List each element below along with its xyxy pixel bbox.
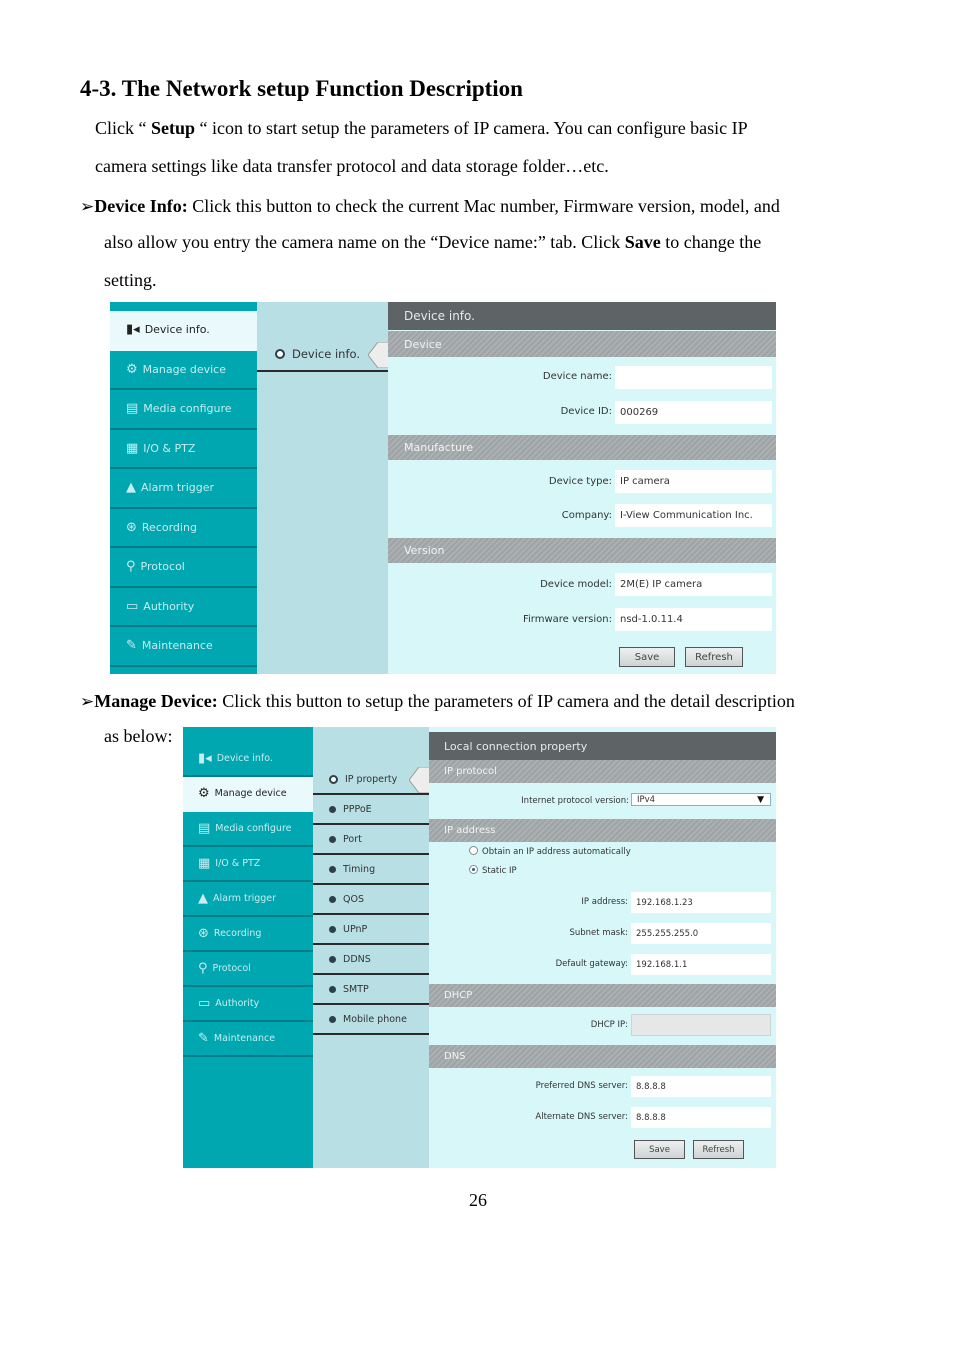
submenu-item-pppoe[interactable] bbox=[313, 795, 429, 825]
radio-selected-icon bbox=[469, 865, 478, 874]
submenu-item-label: SMTP bbox=[343, 983, 369, 995]
sidebar-menu bbox=[183, 727, 313, 1168]
sidebar-item-label: Device info. bbox=[144, 323, 210, 337]
sidebar-item-device-info[interactable] bbox=[183, 742, 313, 777]
manage-device-line-1: ➢Manage Device: Click this button to setup the parameters of IP camera and the detail description bbox=[80, 691, 795, 712]
sidebar-item-label: Device info. bbox=[216, 753, 273, 764]
sidebar-item-label: Manage device bbox=[142, 362, 226, 376]
preferred-dns-field[interactable]: 8.8.8.8 bbox=[631, 1076, 771, 1097]
section-manufacture: Manufacture bbox=[388, 435, 776, 460]
refresh-button[interactable]: Refresh bbox=[693, 1140, 744, 1159]
keyboard-icon: ▦ bbox=[198, 856, 211, 871]
bullet-icon bbox=[329, 806, 336, 813]
bullet-icon bbox=[329, 896, 336, 903]
sidebar-item-label: Manage device bbox=[214, 788, 287, 799]
submenu-item-label: Port bbox=[343, 833, 362, 845]
dhcp-ip-label: DHCP IP: bbox=[590, 1020, 628, 1030]
film-icon: ▤ bbox=[126, 401, 139, 417]
submenu-item-qos[interactable] bbox=[313, 885, 429, 915]
company-field: I-View Communication Inc. bbox=[615, 504, 772, 527]
sidebar-item-label: I/O & PTZ bbox=[215, 858, 261, 869]
sidebar-item-label: Authority bbox=[215, 998, 260, 1009]
sidebar-item-label: Media configure bbox=[143, 402, 232, 416]
device-info-screenshot bbox=[110, 302, 776, 674]
sidebar-item-label: Protocol bbox=[212, 963, 251, 974]
device-type-label: Device type: bbox=[548, 476, 612, 487]
preferred-dns-label: Preferred DNS server: bbox=[535, 1081, 628, 1091]
sidebar-item-recording[interactable] bbox=[183, 917, 313, 952]
sidebar-item-recording[interactable] bbox=[110, 509, 257, 549]
section-dhcp: DHCP bbox=[429, 984, 776, 1007]
wrench-icon: ✎ bbox=[198, 1031, 209, 1046]
camera-icon: ▮◂ bbox=[198, 751, 212, 766]
ip-address-label: IP address: bbox=[581, 897, 628, 907]
save-button[interactable]: Save bbox=[619, 647, 675, 667]
section-version: Version bbox=[388, 538, 776, 563]
device-id-field: 000269 bbox=[615, 401, 772, 424]
sidebar-item-authority[interactable] bbox=[183, 987, 313, 1022]
device-info-line-2: also allow you entry the camera name on the “Device name:” tab. Click Save to change the bbox=[104, 232, 762, 252]
submenu-item-label: Timing bbox=[343, 863, 376, 875]
intro-line-1: Click “ Setup “ icon to start setup the parameters of IP camera. You can configure basic IP bbox=[95, 118, 748, 138]
default-gateway-field[interactable]: 192.168.1.1 bbox=[631, 954, 771, 975]
bullet-icon bbox=[329, 866, 336, 873]
manage-device-line-2: as below: bbox=[104, 726, 173, 746]
sidebar-item-label: Protocol bbox=[140, 560, 185, 574]
submenu-item-label: DDNS bbox=[343, 953, 371, 965]
sidebar-item-label: I/O & PTZ bbox=[143, 441, 196, 455]
alarm-icon: ▲ bbox=[126, 480, 136, 496]
submenu-item-upnp[interactable] bbox=[313, 915, 429, 945]
dhcp-ip-field bbox=[631, 1014, 771, 1036]
alternate-dns-label: Alternate DNS server: bbox=[535, 1112, 628, 1122]
sidebar-item-label: Recording bbox=[213, 928, 262, 939]
section-heading: 4-3. The Network setup Function Description bbox=[80, 76, 523, 101]
film-icon: ▤ bbox=[198, 821, 211, 836]
sidebar-item-protocol[interactable] bbox=[110, 548, 257, 588]
default-gateway-label: Default gateway: bbox=[555, 959, 628, 969]
submenu bbox=[313, 727, 429, 1168]
bullet-icon bbox=[329, 986, 336, 993]
submenu-item-device-info[interactable]: Device info. bbox=[257, 338, 388, 372]
sidebar-item-label: Media configure bbox=[215, 823, 292, 834]
sidebar-item-manage-device[interactable] bbox=[183, 777, 313, 812]
save-button[interactable]: Save bbox=[634, 1140, 685, 1159]
sidebar-item-label: Recording bbox=[141, 520, 197, 534]
submenu-item-smtp[interactable] bbox=[313, 975, 429, 1005]
section-dns: DNS bbox=[429, 1045, 776, 1068]
device-info-line-1: ➢Device Info: Click this button to check the current Mac number, Firmware version, model, and bbox=[80, 196, 780, 217]
device-info-line-3: setting. bbox=[104, 270, 157, 290]
reel-icon: ⊛ bbox=[126, 519, 137, 535]
sidebar-item-media-configure[interactable] bbox=[110, 390, 257, 430]
alternate-dns-field[interactable]: 8.8.8.8 bbox=[631, 1107, 771, 1128]
camera-icon: ▮◂ bbox=[126, 322, 140, 338]
active-tab-pointer-icon bbox=[368, 342, 390, 368]
submenu-item-port[interactable] bbox=[313, 825, 429, 855]
settings-panel bbox=[429, 727, 776, 1168]
sidebar-item-i-o-ptz[interactable] bbox=[183, 847, 313, 882]
reel-icon: ⊛ bbox=[198, 926, 209, 941]
bullet-icon bbox=[329, 1016, 336, 1023]
device-id-label: Device ID: bbox=[560, 406, 612, 417]
section-device: Device bbox=[388, 331, 776, 357]
monitor-icon: ▭ bbox=[126, 598, 139, 614]
sidebar-item-authority[interactable] bbox=[110, 588, 257, 628]
submenu-item-ddns[interactable] bbox=[313, 945, 429, 975]
sidebar-item-maintenance[interactable] bbox=[110, 627, 257, 667]
refresh-button[interactable]: Refresh bbox=[685, 647, 743, 667]
sidebar-menu bbox=[110, 302, 257, 674]
ip-address-field[interactable]: 192.168.1.23 bbox=[631, 892, 771, 913]
section-ip-protocol: IP protocol bbox=[429, 760, 776, 783]
radio-obtain-automatically[interactable]: Obtain an IP address automatically bbox=[469, 846, 631, 857]
sidebar-item-label: Alarm trigger bbox=[141, 481, 215, 495]
dropdown-arrow-icon: ▼ bbox=[757, 794, 764, 805]
settings-panel bbox=[388, 302, 776, 674]
submenu-item-label: UPnP bbox=[343, 923, 368, 935]
sidebar-item-media-configure[interactable] bbox=[183, 812, 313, 847]
firmware-version-field: nsd-1.0.11.4 bbox=[615, 608, 772, 631]
sidebar-item-i-o-ptz[interactable] bbox=[110, 430, 257, 470]
sidebar-item-label: Authority bbox=[143, 599, 195, 613]
wrench-icon: ✎ bbox=[126, 638, 137, 654]
manage-device-screenshot bbox=[183, 727, 776, 1168]
section-ip-address: IP address bbox=[429, 819, 776, 842]
keyboard-icon: ▦ bbox=[126, 440, 139, 456]
bullet-icon bbox=[329, 926, 336, 933]
device-name-field[interactable] bbox=[615, 366, 772, 389]
company-label: Company: bbox=[561, 510, 612, 521]
search-icon: ⚲ bbox=[198, 961, 208, 976]
bullet-arrow-icon: ➢ bbox=[80, 692, 95, 712]
bullet-icon bbox=[329, 956, 336, 963]
submenu-item-ip-property[interactable] bbox=[313, 765, 429, 795]
bullet-icon bbox=[275, 349, 285, 359]
ip-version-label: Internet protocol version: bbox=[521, 796, 629, 806]
submenu-item-timing[interactable] bbox=[313, 855, 429, 885]
radio-static-ip[interactable]: Static IP bbox=[469, 865, 517, 876]
bullet-arrow-icon: ➢ bbox=[80, 197, 95, 217]
device-model-field: 2M(E) IP camera bbox=[615, 573, 772, 596]
gear-icon: ⚙ bbox=[198, 786, 210, 801]
sidebar-item-device-info[interactable] bbox=[110, 311, 257, 351]
search-icon: ⚲ bbox=[126, 559, 136, 575]
firmware-version-label: Firmware version: bbox=[522, 614, 612, 625]
sidebar-item-maintenance[interactable] bbox=[183, 1022, 313, 1057]
active-tab-pointer-icon bbox=[409, 767, 431, 793]
panel-title: Local connection property bbox=[429, 732, 776, 760]
sidebar-item-label: Maintenance bbox=[141, 639, 213, 653]
device-type-field: IP camera bbox=[615, 470, 772, 493]
sidebar-item-alarm-trigger[interactable] bbox=[110, 469, 257, 509]
sidebar-item-alarm-trigger[interactable] bbox=[183, 882, 313, 917]
subnet-mask-label: Subnet mask: bbox=[569, 928, 628, 938]
submenu-item-label: Mobile phone bbox=[343, 1013, 407, 1025]
sidebar-item-label: Maintenance bbox=[213, 1033, 276, 1044]
monitor-icon: ▭ bbox=[198, 996, 211, 1011]
alarm-icon: ▲ bbox=[198, 891, 208, 906]
sidebar-item-manage-device[interactable] bbox=[110, 351, 257, 391]
bullet-icon bbox=[329, 836, 336, 843]
panel-title: Device info. bbox=[388, 302, 776, 330]
submenu-item-mobile-phone[interactable] bbox=[313, 1005, 429, 1035]
sidebar-item-label: Alarm trigger bbox=[213, 893, 277, 904]
device-name-label: Device name: bbox=[542, 371, 612, 382]
submenu-item-label: IP property bbox=[345, 773, 398, 785]
intro-line-2: camera settings like data transfer protocol and data storage folder…etc. bbox=[95, 156, 609, 176]
gear-icon: ⚙ bbox=[126, 361, 138, 377]
submenu-item-label: PPPoE bbox=[343, 803, 372, 815]
radio-icon bbox=[469, 846, 478, 855]
sidebar-item-protocol[interactable] bbox=[183, 952, 313, 987]
ip-version-select[interactable]: IPv4 ▼ bbox=[631, 793, 771, 806]
subnet-mask-field[interactable]: 255.255.255.0 bbox=[631, 923, 771, 944]
submenu-item-label: QOS bbox=[343, 893, 364, 905]
device-model-label: Device model: bbox=[540, 579, 612, 590]
bullet-icon bbox=[329, 775, 338, 784]
submenu bbox=[257, 302, 388, 674]
page-number: 26 bbox=[469, 1190, 487, 1210]
